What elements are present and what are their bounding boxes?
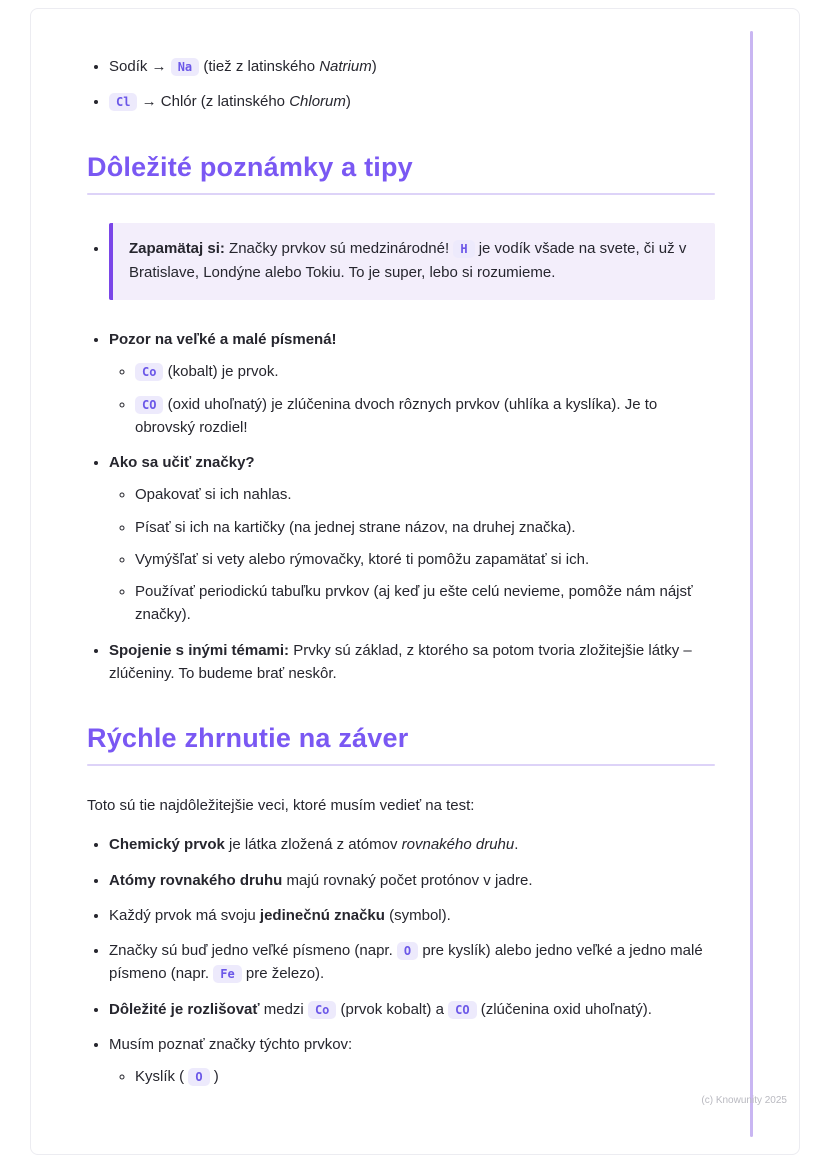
sub-list-item: [135, 483, 715, 506]
list-item-lead: Dôležité je rozlišovať: [109, 1000, 260, 1018]
text: Sodík →: [109, 58, 171, 75]
element-symbol-badge: CO: [135, 396, 163, 414]
section2-list: [87, 833, 715, 1088]
text: (tiež z latinského: [199, 58, 320, 75]
text: (oxid uhoľnatý) je zlúčenina dvoch rôznych prvkov (uhlíka a kyslíka). Je to obrovský rozdiel!: [135, 395, 658, 436]
callout-box: [109, 223, 715, 301]
element-symbol-badge: Cl: [109, 93, 137, 111]
text: (zlúčenina oxid uhoľnatý).: [476, 1000, 652, 1018]
list-item: [109, 833, 715, 856]
text: (prvok kobalt) a: [336, 1000, 449, 1018]
text: Písať si ich na kartičky (na jednej strane názov, na druhej značka).: [135, 518, 576, 536]
element-symbol-badge: Fe: [213, 965, 241, 983]
text: pre kyslík) alebo jedno veľké a jedno malé písmeno (napr.: [109, 942, 703, 983]
list-item: [109, 904, 715, 927]
list-item: [109, 998, 715, 1021]
document-content: [31, 9, 799, 1120]
heading-divider: [87, 764, 715, 766]
heading-divider: [87, 193, 715, 195]
scrollbar-thumb[interactable]: [750, 31, 753, 1137]
section1-list: [87, 223, 715, 686]
text: Musím poznať značky týchto prvkov:: [109, 1035, 353, 1053]
text: Značky prvkov sú medzinárodné!: [224, 239, 454, 257]
text: ): [345, 93, 351, 111]
list-item: [109, 939, 715, 986]
copyright-credit: (c) Knowunity 2025: [701, 1095, 787, 1106]
list-item: [109, 869, 715, 892]
text: Používať periodickú tabuľku prvkov (aj keď ju ešte celú nevieme, pomôže nám nájsť značky).: [135, 583, 693, 624]
list-item-callout: [109, 223, 715, 301]
sub-list: [109, 1065, 715, 1088]
list-item-heading: Pozor na veľké a malé písmená!: [109, 331, 337, 348]
emphasis-bold: jedinečnú značku: [259, 906, 385, 924]
text: Každý prvok má svoju: [109, 906, 260, 924]
element-symbol-badge: Co: [308, 1001, 336, 1019]
document-card: [30, 8, 800, 1155]
text: (kobalt) je prvok.: [163, 363, 279, 381]
list-item: [109, 55, 715, 78]
list-item: [109, 90, 715, 113]
text: Kyslík (: [135, 1068, 189, 1085]
callout-lead: Zapamätaj si:: [129, 239, 225, 257]
element-symbol-badge: O: [397, 942, 418, 960]
text: Značky sú buď jedno veľké písmeno (napr.: [109, 942, 397, 959]
sub-list-item: [135, 548, 715, 571]
element-symbol-badge: H: [453, 240, 474, 258]
text: Vymýšľať si vety alebo rýmovačky, ktoré ti pomôžu zapamätať si ich.: [135, 550, 590, 568]
latin-name: Natrium: [319, 58, 372, 75]
text: medzi: [259, 1000, 308, 1018]
section-heading: Dôležité poznámky a tipy: [87, 151, 413, 182]
element-symbol-badge: Co: [135, 363, 163, 381]
sub-list-item: [135, 360, 715, 383]
text: → Chlór (z latinského: [137, 93, 290, 111]
list-item: [109, 328, 715, 439]
section-heading: Rýchle zhrnutie na záver: [87, 723, 409, 753]
element-symbol-badge: O: [188, 1068, 209, 1086]
text: ): [371, 58, 377, 75]
text: ): [209, 1068, 219, 1085]
element-symbol-badge: CO: [448, 1001, 476, 1019]
sub-list-item: [135, 516, 715, 539]
sub-list: [109, 360, 715, 439]
list-item-lead: Chemický prvok: [109, 836, 225, 854]
text: (symbol).: [384, 906, 451, 924]
text: .: [514, 836, 519, 854]
text: majú rovnaký počet protónov v jadre.: [282, 871, 533, 889]
list-item: [109, 639, 715, 686]
text: pre železo).: [241, 965, 325, 983]
emphasis-text: rovnakého druhu: [401, 836, 515, 854]
intro-list: [87, 55, 715, 114]
section-lead-paragraph: Toto sú tie najdôležitejšie veci, ktoré musím vedieť na test:: [87, 797, 475, 814]
latin-name: Chlorum: [289, 93, 346, 111]
sub-list-item: [135, 1065, 715, 1088]
text: Opakovať si ich nahlas.: [135, 486, 292, 504]
list-item-heading: Ako sa učiť značky?: [109, 454, 255, 471]
list-item-lead: Spojenie s inými témami:: [109, 641, 290, 659]
list-item: [109, 451, 715, 627]
element-symbol-badge: Na: [171, 58, 199, 76]
list-item-lead: Atómy rovnakého druhu: [109, 871, 283, 889]
sub-list: [109, 483, 715, 626]
sub-list-item: [135, 393, 715, 440]
text: je vodík všade na svete, či už v Bratislave, Londýne alebo Tokiu. To je super, lebo si rozumieme.: [129, 239, 687, 282]
text: je látka zložená z atómov: [224, 836, 402, 854]
list-item: [109, 1033, 715, 1089]
sub-list-item: [135, 580, 715, 627]
text: Prvky sú základ, z ktorého sa potom tvoria zložitejšie látky – zlúčeniny. To budeme brať neskôr.: [109, 641, 692, 682]
